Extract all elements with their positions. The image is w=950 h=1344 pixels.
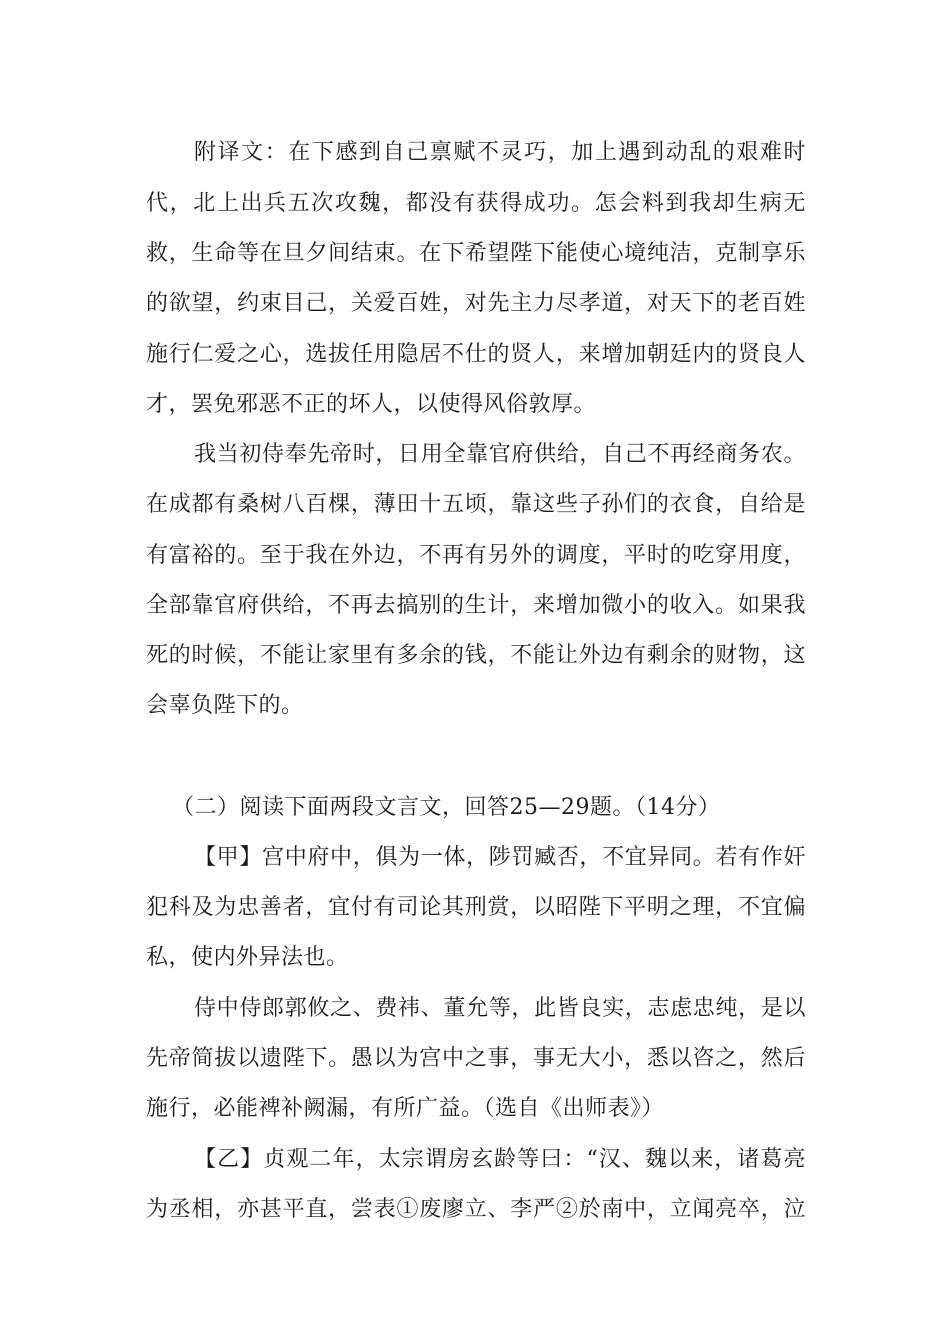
text-line: 死的时候，不能让家里有多余的钱，不能让外边有剩余的财物，这 bbox=[146, 643, 806, 668]
text-line: 我当初侍奉先帝时，日用全靠官府供给，自己不再经商务农。 bbox=[194, 442, 806, 467]
text-line: 附译文：在下感到自己禀赋不灵巧，加上遇到动乱的艰难时 bbox=[194, 140, 806, 165]
text-line: 才，罢免邪恶不正的坏人，以使得风俗敦厚。 bbox=[146, 392, 597, 417]
text-line: 先帝简拔以遗陛下。愚以为宫中之事，事无大小，悉以咨之，然后 bbox=[146, 1046, 806, 1071]
section-heading: （二）阅读下面两段文言文，回答25—29题。（14分） bbox=[172, 795, 721, 820]
text-line: 施行，必能裨补阙漏，有所广益。（选自《出师表》） bbox=[146, 1096, 665, 1121]
text-line: 侍中侍郎郭攸之、费祎、董允等，此皆良实，志虑忠纯，是以 bbox=[194, 996, 806, 1021]
text-line: 【乙】贞观二年，太宗谓房玄龄等曰：“汉、魏以来，诸葛亮 bbox=[194, 1147, 806, 1172]
text-line: 代，北上出兵五次攻魏，都没有获得成功。怎会料到我却生病无 bbox=[146, 191, 806, 216]
text-line: 救，生命等在旦夕间结束。在下希望陛下能使心境纯洁，克制享乐 bbox=[146, 241, 806, 266]
text-line: 施行仁爱之心，选拔任用隐居不仕的贤人，来增加朝廷内的贤良人 bbox=[146, 342, 806, 367]
text-line: 犯科及为忠善者，宜付有司论其刑赏，以昭陛下平明之理，不宜偏 bbox=[146, 895, 806, 920]
text-line: 全部靠官府供给，不再去搞别的生计，来增加微小的收入。如果我 bbox=[146, 593, 806, 618]
text-line: 在成都有桑树八百棵，薄田十五顷，靠这些子孙们的衣食，自给是 bbox=[146, 492, 806, 517]
text-line: 私，使内外异法也。 bbox=[146, 945, 349, 970]
text-line: 有富裕的。至于我在外边，不再有另外的调度，平时的吃穿用度， bbox=[146, 543, 806, 568]
text-line: 的欲望，约束目己，关爱百姓，对先主力尽孝道，对天下的老百姓 bbox=[146, 291, 806, 316]
text-line: 【甲】宫中府中，俱为一体，陟罚臧否，不宜异同。若有作奸 bbox=[194, 845, 806, 870]
text-line: 为丞相，亦甚平直，尝表①废廖立、李严②於南中，立闻亮卒，泣 bbox=[146, 1197, 806, 1222]
text-line: 会辜负陛下的。 bbox=[146, 693, 304, 718]
